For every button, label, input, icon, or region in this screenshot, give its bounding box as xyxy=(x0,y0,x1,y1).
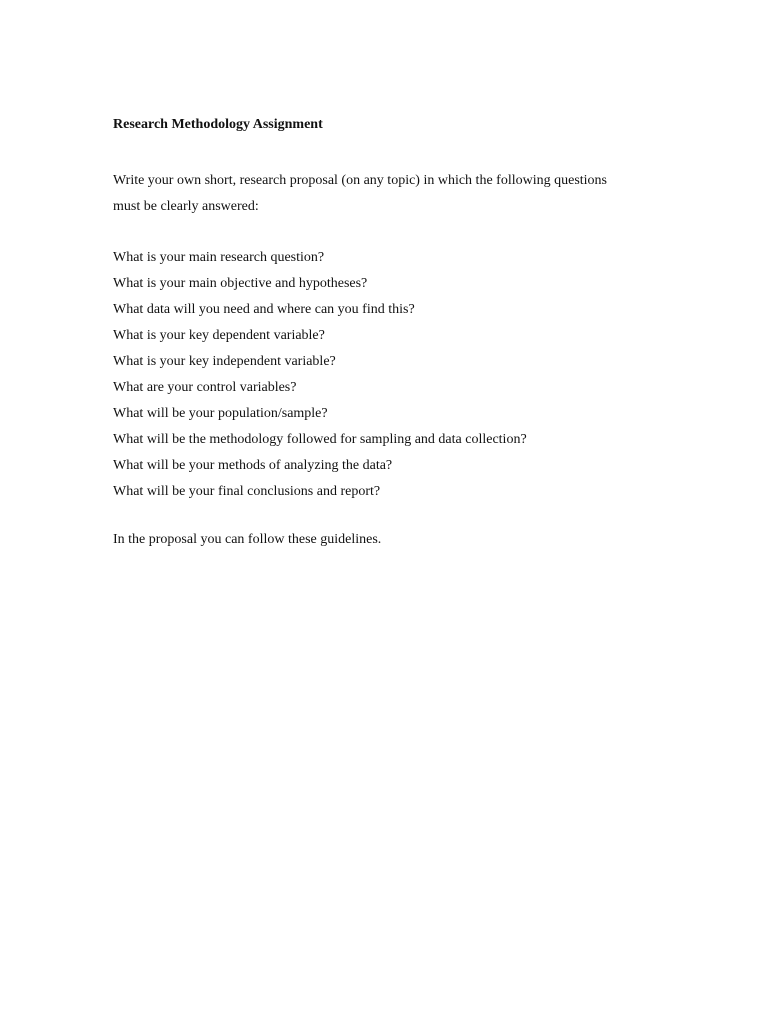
question-item: What will be the methodology followed for sampling and data collection? xyxy=(113,432,527,447)
closing-paragraph: In the proposal you can follow these guidelines. xyxy=(113,532,382,547)
question-item: What is your main objective and hypotheses? xyxy=(113,276,368,291)
question-item: What are your control variables? xyxy=(113,380,297,395)
question-list xyxy=(113,245,527,505)
question-item: What data will you need and where can you find this? xyxy=(113,302,415,317)
question-item: What is your main research question? xyxy=(113,250,325,265)
intro-line: must be clearly answered: xyxy=(113,199,259,214)
intro-line: Write your own short, research proposal (on any topic) in which the following questions xyxy=(113,173,607,188)
document-title: Research Methodology Assignment xyxy=(113,117,323,132)
question-item: What will be your population/sample? xyxy=(113,406,328,421)
intro-paragraph xyxy=(113,168,673,220)
question-item: What is your key independent variable? xyxy=(113,354,336,369)
question-item: What will be your final conclusions and report? xyxy=(113,484,381,499)
question-item: What is your key dependent variable? xyxy=(113,328,325,343)
question-item: What will be your methods of analyzing the data? xyxy=(113,458,393,473)
